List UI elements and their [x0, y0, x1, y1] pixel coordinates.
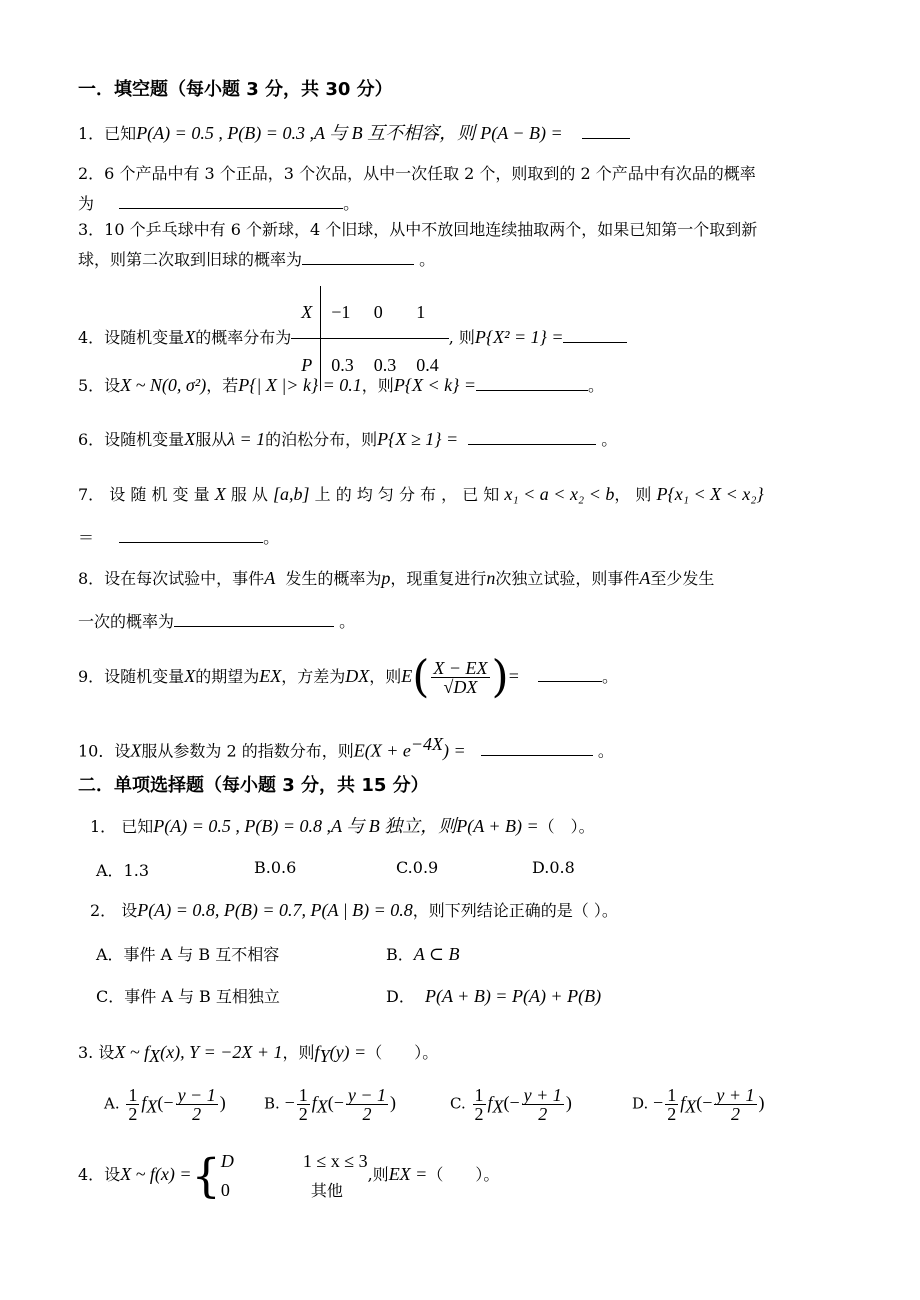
- fraction: $\frac{X - EX}{√DX}$: [433, 658, 488, 697]
- choice-2-option-c[interactable]: C．事件 A 与 B 互相独立: [96, 987, 280, 1006]
- left-brace: {: [191, 1148, 221, 1203]
- question-6: 6．设随机变量X服从λ = 1的泊松分布，则P{X ≥ 1} = 。: [78, 426, 617, 452]
- choice-3-option-b[interactable]: B. − $\frac{1}{2}$ $f_X(-$ $\frac{y - 1}{2}$ ): [264, 1085, 397, 1124]
- answer-blank-7[interactable]: [119, 524, 263, 543]
- dist-value: −1: [321, 286, 364, 339]
- answer-blank-6[interactable]: [468, 426, 596, 445]
- choice-3-option-d[interactable]: D. − $\frac{1}{2}$ $f_X(-$ $\frac{y + 1}{2}$ ): [632, 1085, 765, 1124]
- question-8-line2: 一次的概率为 。: [78, 608, 355, 634]
- answer-blank-5[interactable]: [476, 372, 588, 391]
- dist-prob: 0.4: [416, 355, 439, 375]
- choice-question-1: 1． 已知P(A) = 0.5 , P(B) = 0.8 ,A 与 B 独立，则P(A + B) =（ ）。: [90, 816, 595, 836]
- answer-blank-10[interactable]: [481, 737, 593, 756]
- dist-value: 0: [364, 286, 407, 339]
- answer-blank-3[interactable]: [302, 246, 414, 265]
- choice-3-option-c[interactable]: C. $\frac{1}{2}$ $f_X(-$ $\frac{y + 1}{2}$ ): [450, 1085, 572, 1124]
- question-10: 10．设X服从参数为 2 的指数分布，则$E(X + e^{-4X})$ = 。: [78, 734, 614, 761]
- choice-2-option-a[interactable]: A．事件 A 与 B 互不相容: [96, 945, 280, 964]
- choice-question-3: 3. 设X ~ $f_X(x)$, Y = −2X + 1，则$f_Y(y)$ =（ ）。: [78, 1042, 439, 1067]
- arg-fraction: $\frac{y + 1}{2}$: [716, 1085, 755, 1124]
- question-3-line1: 3．10 个乒乓球中有 6 个新球，4 个旧球，从中不放回地连续抽取两个，如果已知第一个取到新: [78, 220, 758, 239]
- choice-3-option-a[interactable]: A. $\frac{1}{2}$ $f_X(-$ $\frac{y - 1}{2}$ ): [104, 1085, 226, 1124]
- question-2-line2: 为 。: [78, 190, 359, 216]
- section-1-title: 一．填空题（每小题 3 分，共 30 分）: [78, 79, 393, 100]
- arg-fraction: $\frac{y - 1}{2}$: [177, 1085, 216, 1124]
- answer-blank-4[interactable]: [563, 324, 627, 343]
- answer-blank-2[interactable]: [119, 190, 343, 209]
- answer-blank-8[interactable]: [174, 608, 334, 627]
- right-paren: ): [491, 651, 509, 703]
- question-7-line2: ＝ 。: [78, 524, 279, 550]
- half-fraction: $\frac{1}{2}$: [667, 1085, 677, 1124]
- choice-1-option-a[interactable]: A．1.3: [96, 861, 150, 880]
- half-fraction: $\frac{1}{2}$: [128, 1085, 138, 1124]
- choice-2-option-d[interactable]: D． P(A + B) = P(A) + P(B): [386, 986, 602, 1006]
- arg-fraction: $\frac{y - 1}{2}$: [347, 1085, 387, 1124]
- choice-2-option-b[interactable]: B．A ⊂ B: [386, 944, 460, 964]
- dist-value: 1: [406, 286, 449, 339]
- question-7-line1: 7． 设 随 机 变 量 X 服 从 [a,b] 上 的 均 匀 分 布 ， 已 知 x₁ < a < x₂ < b， 则 P{x₁ < X < x₂}: [78, 484, 764, 504]
- case-2: 0 其他: [220, 1179, 343, 1200]
- choice-question-4: 4．设X ~ f(x) ={ D 1 ≤ x ≤ 3 0 其他 ,则EX =（ ）。: [78, 1148, 500, 1203]
- question-5: 5．设X ~ N(0, σ²)，若P{| X |> k} = 0.1，则P{X < k} = 。: [78, 372, 604, 398]
- answer-blank-1[interactable]: [582, 120, 630, 139]
- case-1: D 1 ≤ x ≤ 3: [220, 1150, 368, 1171]
- section-2-title: 二．单项选择题（每小题 3 分，共 15 分）: [78, 775, 429, 796]
- question-2-line1: 2．6 个产品中有 3 个正品，3 个次品，从中一次任取 2 个，则取到的 2 个产品中有次品的概率: [78, 164, 756, 183]
- piecewise-cases: [221, 1147, 368, 1205]
- arg-fraction: $\frac{y + 1}{2}$: [523, 1085, 562, 1124]
- answer-blank-9[interactable]: [538, 663, 602, 682]
- choice-1-option-d[interactable]: D.0.8: [532, 858, 575, 877]
- left-paren: (: [412, 651, 430, 703]
- dist-header-p: P: [291, 339, 321, 392]
- choice-1-option-c[interactable]: C.0.9: [396, 858, 439, 877]
- half-fraction: $\frac{1}{2}$: [298, 1085, 308, 1124]
- question-4: 4．设随机变量X的概率分布为X −1 0 1 P 0.3 0.3 0.4, 则P{X² = 1} =: [78, 286, 627, 391]
- choice-1-option-b[interactable]: B.0.6: [254, 858, 297, 877]
- choice-question-2: 2． 设P(A) = 0.8, P(B) = 0.7, P(A | B) = 0.8，则下列结论正确的是（ ）。: [90, 900, 618, 920]
- question-9: 9．设随机变量X的期望为EX，方差为DX，则E( $\frac{X - EX}{√DX}$ )= 。: [78, 651, 618, 703]
- question-3-line2: 球，则第二次取到旧球的概率为 。: [78, 246, 435, 272]
- question-8-line1: 8．设在每次试验中，事件A 发生的概率为p，现重复进行n次独立试验，则事件A至少发生: [78, 568, 715, 588]
- question-1: 1．已知P(A) = 0.5 , P(B) = 0.3 ,A 与 B 互不相容，则 P(A − B) =: [78, 120, 630, 146]
- half-fraction: $\frac{1}{2}$: [474, 1085, 484, 1124]
- dist-prob: 0.3: [373, 355, 397, 375]
- dist-prob: 0.3: [331, 355, 354, 375]
- dist-header-x: X: [291, 286, 321, 339]
